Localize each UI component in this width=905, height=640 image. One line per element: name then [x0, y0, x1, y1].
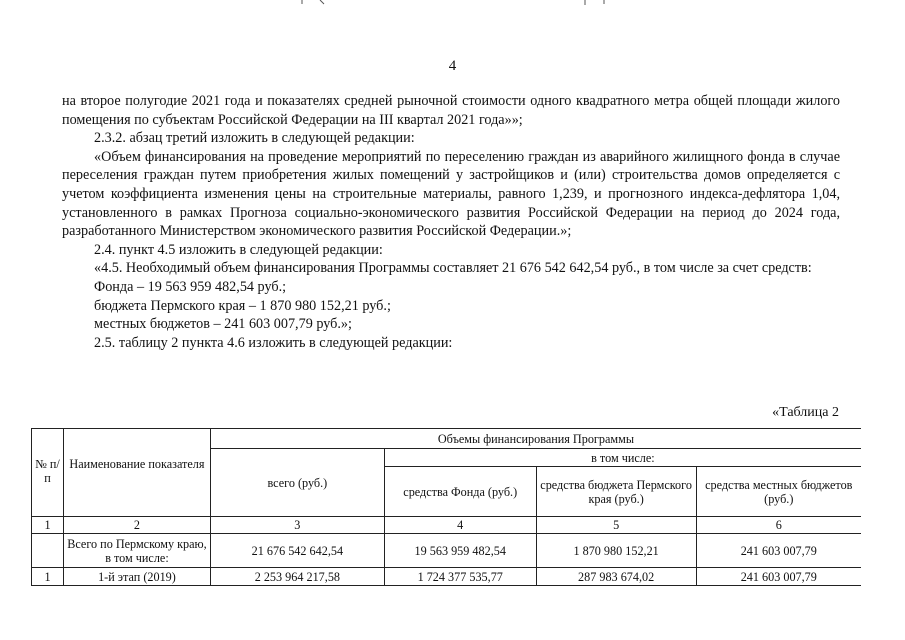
paragraph-regional-amount: бюджета Пермского края – 1 870 980 152,21 руб.; — [94, 297, 391, 314]
header-local: средства местных бюджетов (руб.) — [696, 467, 861, 517]
paragraph-2-3-2: 2.3.2. абзац третий изложить в следующей редакции: — [94, 130, 415, 147]
row-regional: 1 870 980 152,21 — [536, 534, 696, 568]
row-local: 241 603 007,79 — [696, 568, 861, 586]
paragraph-financing-volume: «Объем финансирования на проведение мероприятий по переселению граждан из аварийного жилищного фонда в случае переселения граждан путем приобретения жилых помещений у застройщиков и (или) строительства домов определяется с учетом коэффициента изменения цены на строительные материалы, равного 1,239, и прогнозного индекса-дефлятора 1,04, установленного в рамках Прогноза социально-экономического развития Российской Федерации на период до 2024 года, разработанного Министерством экономического развития Российской Федерации.»; — [62, 148, 840, 240]
header-name: Наименование показателя — [63, 429, 210, 517]
row-fund: 19 563 959 482,54 — [384, 534, 536, 568]
header-volumes: Объемы финансирования Программы — [210, 429, 861, 449]
header-number: № п/п — [32, 429, 64, 517]
table-row — [32, 534, 862, 568]
header-total: всего (руб.) — [210, 449, 384, 517]
table-caption: «Таблица 2 — [772, 405, 839, 420]
paragraph-fund-amount: Фонда – 19 563 959 482,54 руб.; — [94, 278, 287, 295]
header-including: в том числе: — [384, 449, 861, 467]
row-regional: 287 983 674,02 — [536, 568, 696, 586]
row-number — [32, 534, 64, 568]
page-number: 4 — [448, 58, 457, 74]
column-number: 1 — [32, 517, 64, 534]
column-number: 2 — [63, 517, 210, 534]
column-number: 6 — [696, 517, 861, 534]
row-fund: 1 724 377 535,77 — [384, 568, 536, 586]
row-number: 1 — [32, 568, 64, 586]
column-number: 4 — [384, 517, 536, 534]
row-total: 21 676 542 642,54 — [210, 534, 384, 568]
row-local: 241 603 007,79 — [696, 534, 861, 568]
financing-table — [31, 428, 861, 586]
header-fund: средства Фонда (руб.) — [384, 467, 536, 517]
paragraph-2-5: 2.5. таблицу 2 пункта 4.6 изложить в следующей редакции: — [94, 334, 453, 351]
paragraph-local-amount: местных бюджетов – 241 603 007,79 руб.»; — [94, 316, 352, 333]
paragraph-continuation: на второе полугодие 2021 года и показателях средней рыночной стоимости одного квадратного метра общей площади жилого помещения по субъектам Российской Федерации на III квартал 2021 года»»; — [62, 93, 840, 128]
paragraph-4-5: «4.5. Необходимый объем финансирования Программы составляет 21 676 542 642,54 руб., в том числе за счет средств: — [94, 260, 812, 277]
row-name: Всего по Пермскому краю, в том числе: — [63, 534, 210, 568]
row-total: 2 253 964 217,58 — [210, 568, 384, 586]
column-number: 5 — [536, 517, 696, 534]
table-row — [32, 568, 862, 586]
paragraph-2-4: 2.4. пункт 4.5 изложить в следующей редакции: — [94, 241, 383, 258]
column-number-row — [32, 517, 862, 534]
row-name: 1-й этап (2019) — [63, 568, 210, 586]
document-body — [62, 92, 840, 352]
column-number: 3 — [210, 517, 384, 534]
header-regional: средства бюджета Пермского края (руб.) — [536, 467, 696, 517]
scan-top-marks — [0, 0, 905, 10]
